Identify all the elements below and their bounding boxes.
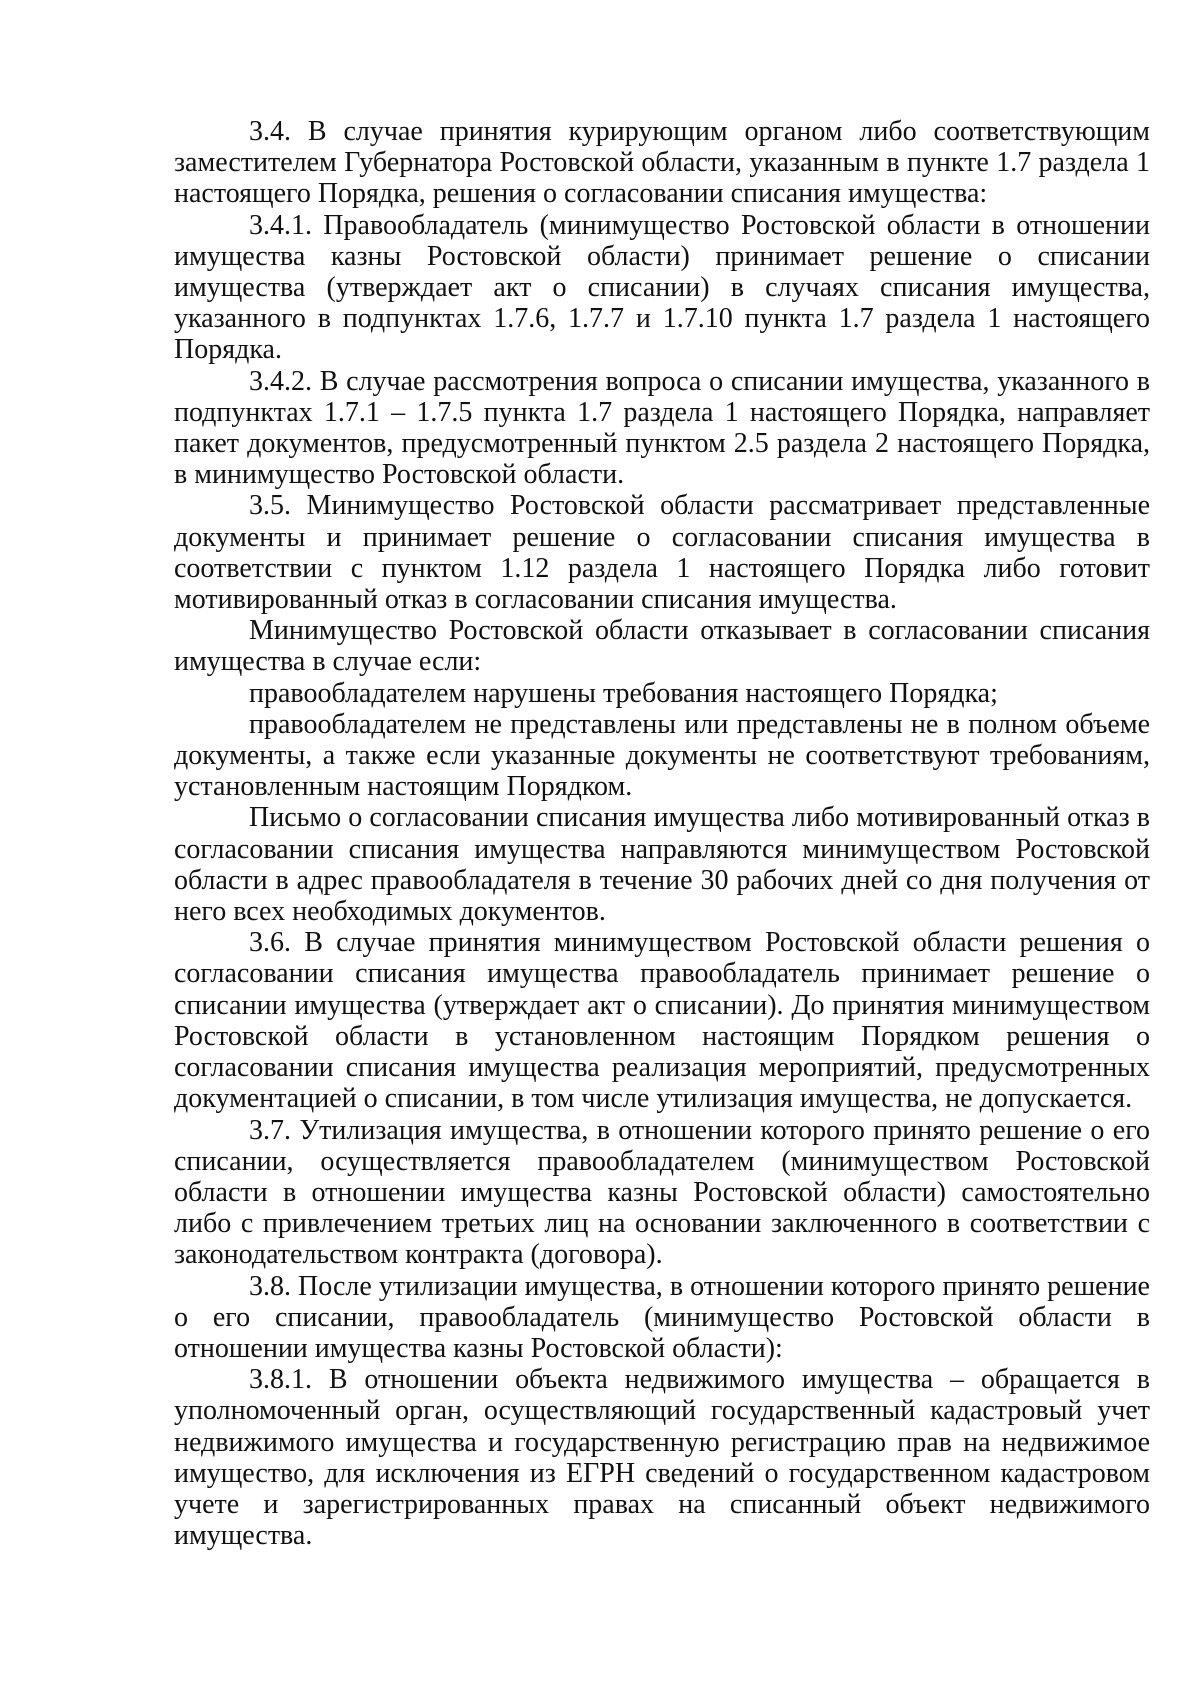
paragraph-3-4: 3.4. В случае принятия курирующим органом либо соответствующим заместителем Губернатора Ростовской области, указанным в пункте 1.7 раздела 1 настоящего Порядка, решения о согласовании списания имущества:	[174, 116, 1150, 210]
paragraph-3-6: 3.6. В случае принятия минимуществом Ростовской области решения о согласовании списания имущества правообладатель принимает решение о списании имущества (утверждает акт о списании). До принятия минимуществом Ростовской области в установленном настоящим Порядком решения о согласовании списания имущества реализация мероприятий, предусмотренных документацией о списании, в том числе утилизация имущества, не допускается.	[174, 927, 1150, 1115]
document-body	[174, 116, 1150, 1551]
paragraph-letter: Письмо о согласовании списания имущества либо мотивированный отказ в согласовании списания имущества направляются минимуществом Ростовской области в адрес правообладателя в течение 30 рабочих дней со дня получения от него всех необходимых документов.	[174, 802, 1150, 928]
paragraph-refusal-reason-1: правообладателем нарушены требования настоящего Порядка;	[249, 677, 998, 709]
paragraph-3-7: 3.7. Утилизация имущества, в отношении которого принято решение о его списании, осуществляется правообладателем (минимуществом Ростовской области в отношении имущества казны Ростовской области) самостоятельно либо с привлечением третьих лиц на основании заключенного в соответствии с законодательством контракта (договора).	[174, 1114, 1150, 1271]
paragraph-3-4-2: 3.4.2. В случае рассмотрения вопроса о списании имущества, указанного в подпунктах 1.7.1 – 1.7.5 пункта 1.7 раздела 1 настоящего Порядка, направляет пакет документов, предусмотренный пунктом 2.5 раздела 2 настоящего Порядка, в минимущество Ростовской области.	[174, 365, 1150, 491]
paragraph-refusal-reason-2: правообладателем не представлены или представлены не в полном объеме документы, а также если указанные документы не соответствуют требованиям, установленным настоящим Порядком.	[174, 708, 1150, 803]
paragraph-refusal-intro: Минимущество Ростовской области отказывает в согласовании списания имущества в случае если:	[174, 615, 1150, 678]
paragraph-3-8-1: 3.8.1. В отношении объекта недвижимого имущества – обращается в уполномоченный орган, осуществляющий государственный кадастровый учет недвижимого имущества и государственную регистрацию прав на недвижимое имущество, для исключения из ЕГРН сведений о государственном кадастровом учете и зарегистрированных правах на списанный объект недвижимого имущества.	[174, 1364, 1150, 1552]
paragraph-3-4-1: 3.4.1. Правообладатель (минимущество Ростовской области в отношении имущества казны Ростовской области) принимает решение о списании имущества (утверждает акт о списании) в случаях списания имущества, указанного в подпунктах 1.7.6, 1.7.7 и 1.7.10 пункта 1.7 раздела 1 настоящего Порядка.	[174, 209, 1150, 366]
paragraph-3-8: 3.8. После утилизации имущества, в отношении которого принято решение о его списании, правообладатель (минимущество Ростовской области в отношении имущества казны Ростовской области):	[174, 1270, 1150, 1364]
paragraph-3-5: 3.5. Минимущество Ростовской области рассматривает представленные документы и принимает решение о согласовании списания имущества в соответствии с пунктом 1.12 раздела 1 настоящего Порядка либо готовит мотивированный отказ в согласовании списания имущества.	[174, 490, 1150, 616]
